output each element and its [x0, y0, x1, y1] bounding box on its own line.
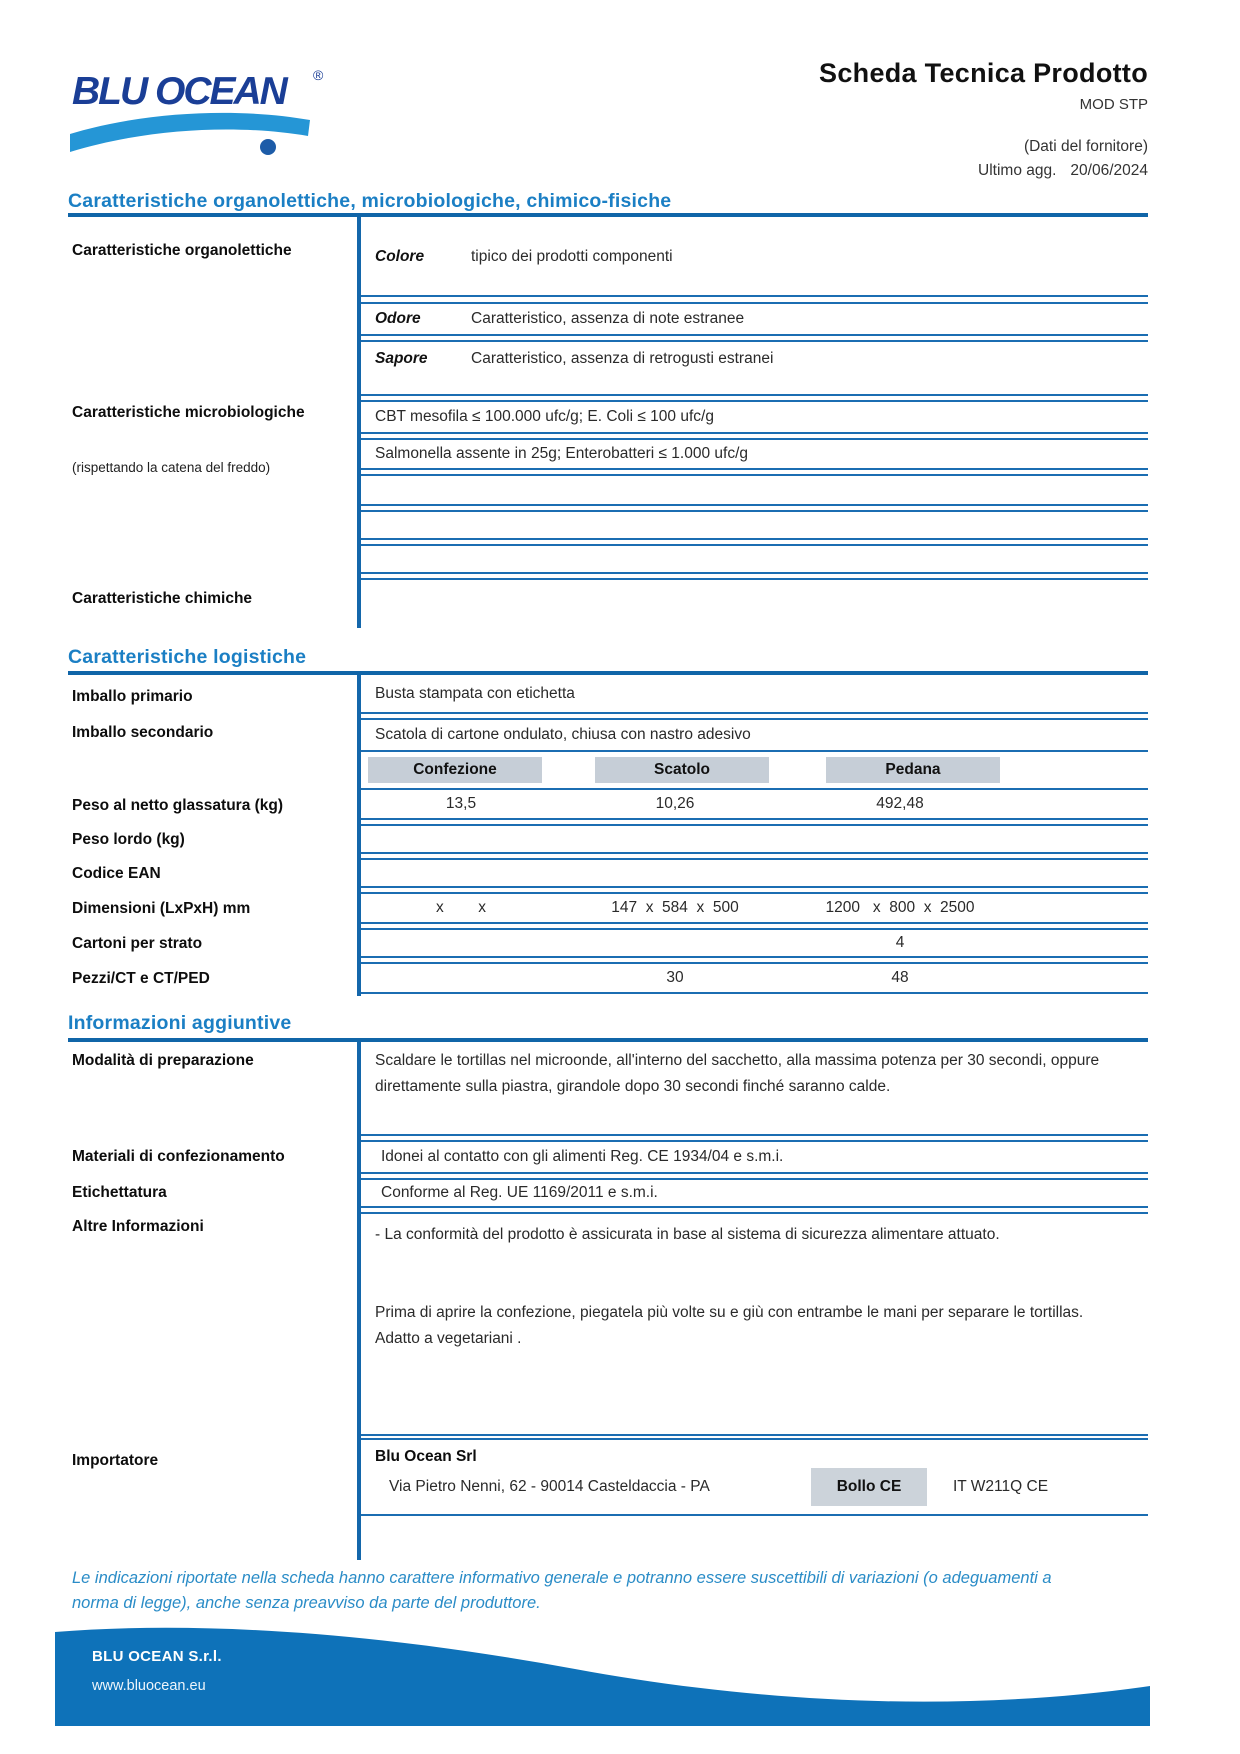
table-row-micro-1 [361, 400, 1148, 434]
importatore-nome: Blu Ocean Srl [375, 1448, 477, 1465]
peso-netto-pedana: 492,48 [876, 795, 924, 812]
table-row-empty [361, 474, 1148, 506]
pezzi-scatolo-value: 30 [666, 969, 684, 986]
table-row-importatore [361, 1438, 1148, 1516]
table-row-micro-2 [361, 438, 1148, 470]
table-row-dimensioni [361, 892, 1148, 924]
colore-label: Colore [375, 248, 425, 265]
last-update-date: 20/06/2024 [1070, 162, 1148, 179]
column-header-scatolo: Scatolo [595, 757, 769, 783]
label-imballo-primario: Imballo primario [72, 688, 193, 705]
footer-company-name: BLU OCEAN S.r.l. [92, 1648, 222, 1665]
label-caratteristiche-microbiologiche: Caratteristiche microbiologiche [72, 404, 305, 421]
bollo-ce-code: IT W211Q CE [953, 1478, 1049, 1495]
section-heading-logistiche: Caratteristiche logistiche [68, 646, 307, 668]
dimensioni-confezione: x x [436, 899, 486, 916]
table-row-imballo-secondario [361, 718, 1148, 752]
page-title: Scheda Tecnica Prodotto [819, 58, 1148, 88]
micro-value-1: CBT mesofila ≤ 100.000 ufc/g; E. Coli ≤ 100 ufc/g [375, 408, 714, 425]
table-row-empty [361, 510, 1148, 540]
label-peso-lordo: Peso lordo (kg) [72, 831, 185, 848]
column-header-pedana: Pedana [826, 757, 1000, 783]
dimensioni-pedana: 1200 x 800 x 2500 [825, 899, 975, 916]
label-dimensioni: Dimensioni (LxPxH) mm [72, 900, 251, 917]
dimensioni-scatolo: 147 x 584 x 500 [611, 899, 739, 916]
logo-dot-icon [260, 139, 276, 155]
registered-trademark-icon: ® [313, 67, 324, 83]
table-row-etichettatura [361, 1178, 1148, 1208]
table-row-peso-netto [361, 788, 1148, 820]
sapore-value: Caratteristico, assenza di retrogusti estranei [471, 350, 774, 367]
section-heading-organolettiche: Caratteristiche organolettiche, microbiologiche, chimico-fisiche [68, 190, 672, 212]
preparazione-value: Scaldare le tortillas nel microonde, all'interno del sacchetto, alla massima potenza per 30 secondi, oppure direttamente sulla piastra, girandole dopo 30 secondi finché saranno calde. [375, 1052, 1100, 1095]
importatore-indirizzo: Via Pietro Nenni, 62 - 90014 Casteldaccia - PA [389, 1478, 710, 1495]
doc-model-code: MOD STP [1079, 96, 1148, 113]
supplier-data-note: (Dati del fornitore) [1023, 138, 1148, 155]
table-row-colore [361, 219, 1148, 297]
disclaimer-note: Le indicazioni riportate nella scheda hanno carattere informativo generale e potranno essere suscettibili di variazioni (o adeguamenti a norma di legge), anche senza preavviso da parte del produttore. [72, 1569, 1052, 1612]
footer-website: www.bluocean.eu [92, 1678, 206, 1694]
label-caratteristiche-organolettiche: Caratteristiche organolettiche [72, 242, 292, 259]
table-row-sapore [361, 340, 1148, 396]
label-modalita-preparazione: Modalità di preparazione [72, 1052, 254, 1069]
column-header-confezione: Confezione [368, 757, 542, 783]
colore-value: tipico dei prodotti componenti [471, 248, 673, 265]
label-imballo-secondario: Imballo secondario [72, 724, 214, 741]
table-row-peso-lordo [361, 824, 1148, 854]
label-altre-informazioni: Altre Informazioni [72, 1218, 204, 1235]
last-update [978, 162, 1148, 180]
blu-ocean-logo [70, 64, 342, 158]
label-catena-del-freddo: (rispettando la catena del freddo) [72, 460, 271, 475]
footer-wave-icon [55, 1624, 1150, 1726]
materiali-value: Idonei al contatto con gli alimenti Reg. CE 1934/04 e s.m.i. [381, 1148, 784, 1165]
label-caratteristiche-chimiche: Caratteristiche chimiche [72, 590, 253, 607]
table-row-pezzi [361, 962, 1148, 994]
peso-netto-confezione: 13,5 [445, 795, 477, 812]
imballo-secondario-value: Scatola di cartone ondulato, chiusa con nastro adesivo [375, 726, 751, 743]
label-importatore: Importatore [72, 1452, 159, 1469]
label-cartoni-per-strato: Cartoni per strato [72, 935, 203, 952]
sapore-label: Sapore [375, 350, 428, 367]
table-row-odore [361, 302, 1148, 336]
table-row-altre-informazioni [361, 1212, 1148, 1436]
table-row-empty [361, 544, 1148, 574]
label-codice-ean: Codice EAN [72, 865, 161, 882]
cartoni-pedana-value: 4 [895, 934, 905, 951]
altre-info-paragraph-2: Prima di aprire la confezione, piegatela più volte su e giù con entrambe le mani per separare le tortillas. Adatto a vegetariani . [375, 1304, 1084, 1347]
label-etichettatura: Etichettatura [72, 1184, 167, 1201]
table-row-materiali [361, 1140, 1148, 1174]
odore-value: Caratteristico, assenza di note estranee [471, 310, 745, 327]
micro-value-2: Salmonella assente in 25g; Enterobatteri ≤ 1.000 ufc/g [375, 445, 748, 462]
label-materiali: Materiali di confezionamento [72, 1148, 285, 1165]
peso-netto-scatolo: 10,26 [655, 795, 695, 812]
table-row-imballo-primario [361, 675, 1148, 714]
section-rule [68, 213, 1148, 217]
pezzi-pedana-value: 48 [891, 969, 909, 986]
label-pezzi-ct: Pezzi/CT e CT/PED [72, 970, 210, 987]
label-peso-netto: Peso al netto glassatura (kg) [72, 797, 284, 814]
table-row-preparazione [361, 1042, 1148, 1136]
odore-label: Odore [375, 310, 421, 327]
section-heading-informazioni: Informazioni aggiuntive [68, 1012, 292, 1034]
altre-info-paragraph-1: - La conformità del prodotto è assicurata in base al sistema di sicurezza alimentare attuato. [375, 1226, 1000, 1243]
logo-wordmark: BLU OCEAN [72, 70, 286, 113]
last-update-label: Ultimo agg. [978, 162, 1057, 179]
bollo-ce-badge: Bollo CE [811, 1468, 927, 1506]
table-row-chimiche [361, 578, 1148, 628]
table-row-codice-ean [361, 858, 1148, 888]
etichettatura-value: Conforme al Reg. UE 1169/2011 e s.m.i. [381, 1184, 658, 1201]
table-row-cartoni [361, 928, 1148, 958]
imballo-primario-value: Busta stampata con etichetta [375, 684, 575, 702]
table-row-column-headers [361, 756, 1148, 784]
